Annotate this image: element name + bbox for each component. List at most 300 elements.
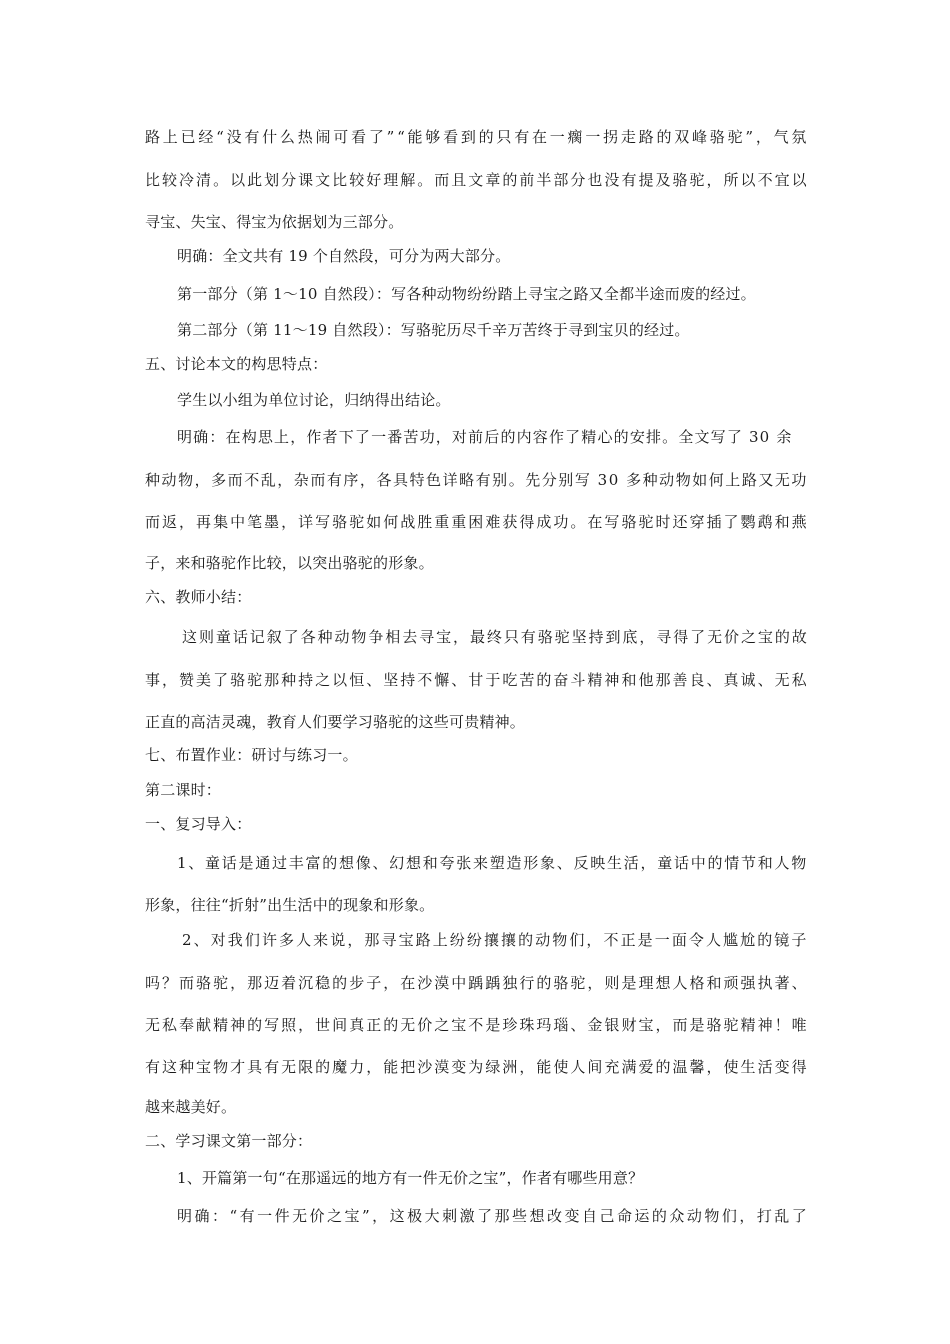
text-char: 物: [791, 854, 807, 872]
text-char: 通: [255, 854, 271, 872]
text-char: 具: [392, 471, 409, 489]
text-line: [177, 853, 807, 873]
text-char: 分: [281, 171, 297, 189]
text-char: 一: [257, 1207, 273, 1225]
text-char: 话: [221, 854, 237, 872]
text-char: 了: [791, 1207, 807, 1225]
text-char: 墨: [264, 513, 280, 531]
text-char: 、: [372, 854, 388, 872]
text-char: 把: [400, 1058, 416, 1076]
text-char: 幻: [389, 854, 405, 872]
section-heading: 五、讨论本文的构思特点：: [145, 355, 328, 373]
text-char: 踽: [468, 974, 484, 992]
section-heading: 一、复习导入：: [145, 815, 252, 833]
text-char: 良: [689, 671, 705, 689]
text-char: 详: [442, 471, 458, 489]
text-char: 想: [655, 974, 671, 992]
text-char: 驼: [689, 171, 705, 189]
text-char: 正: [620, 931, 636, 949]
text-char: ，: [230, 974, 246, 992]
text-char: ，: [435, 428, 451, 446]
text-char: 是: [689, 1016, 705, 1034]
text-char: 活: [757, 1058, 773, 1076]
text-char: 间: [332, 1016, 348, 1034]
text-char: 沙: [417, 974, 433, 992]
text-char: 执: [757, 974, 773, 992]
text-char: 骆: [196, 974, 212, 992]
text-char: 漠: [434, 1058, 450, 1076]
text-char: 诚: [740, 671, 756, 689]
text-char: 献: [196, 1016, 212, 1034]
text-char: 在: [225, 428, 241, 446]
text-char: 的: [502, 171, 518, 189]
text-char: 1: [177, 854, 187, 872]
text-char: 不: [244, 471, 260, 489]
text-char: 是: [637, 931, 653, 949]
text-char: 物: [351, 628, 367, 646]
text-char: 分: [541, 471, 557, 489]
text-char: 驼: [349, 513, 365, 531]
text-char: ，: [383, 974, 399, 992]
text-char: 踽: [485, 974, 501, 992]
text-char: 燕: [791, 513, 807, 531]
text-char: 乱: [774, 1207, 790, 1225]
text-char: 的: [315, 1058, 331, 1076]
text-char: 、: [193, 931, 209, 949]
text-char: 不: [468, 1016, 484, 1034]
text-char: 的: [332, 974, 348, 992]
text-char: 物: [552, 931, 568, 949]
text-char: 写: [604, 513, 620, 531]
text-char: 丰: [288, 854, 304, 872]
text-char: ”: [386, 128, 395, 146]
text-char: 叙: [266, 628, 282, 646]
text-char: 对: [210, 931, 226, 949]
text-char: 己: [599, 1207, 615, 1225]
text-char: ，: [359, 471, 376, 489]
text-char: 寻: [419, 628, 435, 646]
text-line: 形象，往往“折射”出生活中的现象和形象。: [145, 896, 435, 914]
text-char: 峰: [692, 128, 708, 146]
text-char: 的: [383, 1016, 399, 1034]
text-char: 作: [306, 428, 322, 446]
text-char: 插: [706, 513, 722, 531]
text-char: 苦: [519, 671, 535, 689]
text-char: 瑙: [553, 1016, 569, 1034]
text-char: 上: [162, 128, 178, 146]
text-char: 无: [774, 671, 790, 689]
text-char: 来: [473, 854, 489, 872]
text-char: 一: [371, 428, 387, 446]
text-char: 在: [587, 513, 603, 531]
text-char: 人: [296, 931, 312, 949]
text-char: 功: [791, 471, 807, 489]
text-char: 只: [503, 628, 520, 646]
text-line: [145, 470, 807, 490]
text-char: 是: [238, 854, 254, 872]
text-char: 困: [468, 513, 484, 531]
text-char: 人: [705, 931, 722, 949]
text-char: 那: [494, 1207, 510, 1225]
text-char: 无: [774, 471, 791, 489]
text-char: 命: [616, 1207, 633, 1225]
text-char: 获: [502, 513, 518, 531]
text-char: 驼: [554, 628, 570, 646]
text-char: 写: [315, 513, 331, 531]
text-char: 3: [597, 471, 608, 489]
text-char: 人: [570, 1058, 586, 1076]
text-char: 唯: [791, 1016, 807, 1034]
text-char: 动: [535, 931, 551, 949]
text-char: 确: [193, 428, 209, 446]
text-char: 写: [264, 1016, 280, 1034]
text-char: 。: [662, 428, 678, 446]
text-char: 容: [532, 428, 548, 446]
text-char: 那: [364, 931, 380, 949]
text-char: 神: [604, 671, 620, 689]
text-char: 动: [334, 628, 350, 646]
text-char: 格: [689, 974, 705, 992]
text-char: 、: [451, 671, 467, 689]
text-char: 确: [194, 1207, 210, 1225]
text-char: 情: [724, 854, 740, 872]
text-char: 一: [549, 128, 565, 146]
text-char: 富: [305, 854, 321, 872]
text-char: 各: [300, 628, 316, 646]
text-char: 战: [400, 513, 416, 531]
text-char: ：: [209, 428, 225, 446]
text-char: 魔: [332, 1058, 348, 1076]
text-char: 神: [230, 1016, 246, 1034]
text-char: 此: [247, 171, 263, 189]
text-char: 极: [407, 1207, 423, 1225]
text-char: 价: [417, 1016, 433, 1034]
text-char: 绿: [485, 1058, 501, 1076]
text-line: 明确：全文共有 19 个自然段，可分为两大部分。: [177, 247, 511, 265]
text-char: 功: [553, 513, 569, 531]
text-char: 多: [626, 471, 642, 489]
text-char: 吗: [145, 974, 161, 992]
text-char: 这: [389, 1207, 405, 1225]
text-char: 如: [366, 513, 382, 531]
text-char: 私: [162, 1016, 178, 1034]
text-char: 物: [675, 471, 691, 489]
text-char: 宝: [344, 1207, 360, 1225]
text-char: 持: [298, 671, 314, 689]
text-char: ，: [640, 854, 656, 872]
text-char: 有: [244, 128, 260, 146]
text-char: 童: [205, 854, 221, 872]
text-char: 以: [332, 671, 348, 689]
text-char: 及: [655, 171, 671, 189]
text-char: 说: [330, 931, 346, 949]
text-char: 苦: [403, 428, 419, 446]
text-char: 的: [500, 428, 516, 446]
text-char: ，: [277, 471, 293, 489]
text-char: 功: [419, 428, 435, 446]
text-char: 宝: [638, 1016, 654, 1034]
text-char: 章: [485, 171, 501, 189]
text-char: 看: [351, 128, 367, 146]
text-char: 赞: [179, 671, 195, 689]
text-char: 精: [587, 671, 603, 689]
text-char: [620, 470, 625, 490]
text-char: 子: [791, 931, 807, 949]
text-char: 生: [740, 1058, 756, 1076]
text-char: 能: [383, 1058, 399, 1076]
text-char: 较: [349, 171, 365, 189]
text-char: 详: [298, 513, 314, 531]
text-char: 种: [317, 628, 333, 646]
text-line: [182, 627, 807, 647]
text-char: ，: [372, 1207, 388, 1225]
text-char: 骆: [553, 974, 569, 992]
text-char: 有: [621, 171, 637, 189]
text-char: 而: [179, 974, 195, 992]
text-char: 的: [613, 428, 629, 446]
text-char: 无: [400, 1016, 416, 1034]
text-char: 到: [460, 128, 477, 146]
text-char: 瘸: [567, 128, 583, 146]
text-char: 使: [553, 1058, 569, 1076]
text-char: 宝: [451, 1016, 467, 1034]
text-char: 想: [529, 1207, 545, 1225]
text-char: ，: [519, 1058, 535, 1076]
text-char: 。: [417, 171, 433, 189]
text-char: 变: [451, 1058, 467, 1076]
text-char: 动: [161, 471, 177, 489]
text-char: 0: [759, 428, 770, 446]
text-char: 排: [645, 428, 662, 446]
text-char: 得: [673, 628, 689, 646]
text-char: 那: [655, 671, 671, 689]
text-char: 吃: [502, 671, 518, 689]
text-char: 胜: [417, 513, 433, 531]
text-char: 课: [298, 171, 314, 189]
text-char: 尬: [740, 931, 756, 949]
text-char: 件: [274, 1207, 290, 1225]
text-char: 种: [642, 471, 658, 489]
text-char: 则: [198, 628, 215, 646]
text-char: 中: [690, 854, 706, 872]
text-char: 内: [516, 428, 532, 446]
text-char: 真: [349, 1016, 365, 1034]
text-char: 成: [536, 513, 552, 531]
text-char: 话: [232, 628, 249, 646]
text-char: 运: [634, 1207, 650, 1225]
text-char: 的: [655, 1058, 671, 1076]
text-char: 去: [402, 628, 418, 646]
text-char: 精: [213, 1016, 229, 1034]
text-char: 到: [605, 628, 621, 646]
text-char: 者: [322, 428, 338, 446]
text-char: 清: [196, 171, 212, 189]
text-char: 无: [281, 1058, 297, 1076]
text-char: 、: [791, 974, 807, 992]
text-char: 不: [417, 671, 433, 689]
text-char: ，: [290, 428, 306, 446]
text-char: 纷: [466, 931, 483, 949]
text-char: 故: [791, 628, 807, 646]
text-char: 驼: [213, 974, 229, 992]
text-char: 攘: [501, 931, 517, 949]
text-char: 争: [368, 628, 384, 646]
text-char: 略: [459, 471, 475, 489]
text-char: ：: [211, 1207, 228, 1225]
text-char: 中: [451, 974, 467, 992]
text-char: 童: [215, 628, 232, 646]
text-char: 之: [434, 1016, 450, 1034]
text-char: 明: [177, 1207, 193, 1225]
text-char: 事: [145, 671, 161, 689]
text-char: ，: [366, 1058, 382, 1076]
text-char: 写: [710, 428, 726, 446]
text-char: 冷: [179, 171, 195, 189]
text-char: 心: [597, 428, 613, 446]
text-char: ，: [755, 128, 772, 146]
text-char: 3: [748, 428, 759, 446]
text-char: 美: [196, 671, 212, 689]
text-char: 镜: [774, 931, 790, 949]
text-char: 有: [145, 1058, 161, 1076]
text-char: 笔: [247, 513, 263, 531]
text-char: 。: [213, 171, 229, 189]
text-char: 活: [623, 854, 639, 872]
text-char: 着: [281, 974, 297, 992]
text-char: 银: [604, 1016, 620, 1034]
text-char: 返: [162, 513, 178, 531]
text-char: 重: [434, 513, 450, 531]
text-char: 玛: [536, 1016, 552, 1034]
text-char: 为: [468, 1058, 484, 1076]
text-char: 记: [249, 628, 265, 646]
text-char: 又: [758, 471, 774, 489]
text-char: 以: [740, 171, 756, 189]
text-char: 色: [426, 471, 442, 489]
text-char: 世: [315, 1016, 331, 1034]
text-char: 过: [272, 854, 288, 872]
text-char: 攘: [483, 931, 500, 949]
text-char: 而: [672, 1016, 688, 1034]
text-char: 别: [558, 471, 574, 489]
text-char: 限: [298, 1058, 314, 1076]
text-char: 行: [519, 974, 535, 992]
text-char: 无: [145, 1016, 161, 1034]
text-char: ，: [655, 1016, 671, 1034]
text-char: 杂: [293, 471, 309, 489]
text-char: 和: [706, 974, 722, 992]
text-char: 别: [492, 471, 508, 489]
text-char: 纷: [449, 931, 465, 949]
text-line: 正直的高洁灵魂，教育人们要学习骆驼的这些可贵精神。: [145, 713, 526, 731]
text-line: 子，来和骆驼作比较，以突出骆驼的形象。: [145, 554, 434, 572]
text-char: 尴: [723, 931, 739, 949]
text-char: 有: [326, 471, 343, 489]
text-line: 寻宝、失宝、得宝为依据划为三部分。: [145, 213, 404, 231]
text-char: 没: [226, 128, 242, 146]
text-char: 而: [145, 513, 161, 531]
text-char: 之: [315, 671, 331, 689]
text-char: 的: [774, 628, 791, 646]
text-line: [145, 1057, 807, 1077]
text-char: ，: [706, 1058, 722, 1076]
text-char: 拐: [603, 128, 619, 146]
text-char: 后: [484, 428, 500, 446]
text-char: ，: [453, 628, 469, 646]
text-char: 前: [519, 171, 535, 189]
text-char: 之: [327, 1207, 343, 1225]
text-char: 想: [339, 854, 355, 872]
text-char: ，: [739, 1207, 755, 1225]
text-char: 那: [264, 671, 280, 689]
text-char: 子: [366, 974, 382, 992]
text-char: 间: [587, 1058, 603, 1076]
text-char: 驼: [247, 671, 263, 689]
section-heading: 第二课时：: [145, 781, 222, 799]
text-char: 。: [570, 513, 586, 531]
text-char: 一: [654, 931, 670, 949]
text-char: 有: [520, 628, 536, 646]
text-char: 且: [451, 171, 467, 189]
text-char: 、: [706, 671, 722, 689]
text-char: 0: [608, 471, 619, 489]
text-char: 他: [638, 671, 654, 689]
text-char: 得: [791, 1058, 807, 1076]
text-char: 具: [247, 1058, 263, 1076]
text-char: 文: [694, 428, 710, 446]
text-char: 爱: [638, 1058, 654, 1076]
text-char: 漠: [434, 974, 450, 992]
text-char: 而: [310, 471, 326, 489]
text-char: 只: [496, 128, 512, 146]
text-char: 氛: [791, 128, 807, 146]
text-char: 热: [297, 128, 313, 146]
text-char: 了: [477, 1207, 493, 1225]
text-char: 、: [366, 671, 382, 689]
text-char: 造: [506, 854, 522, 872]
text-char: 对: [451, 428, 468, 446]
text-char: 沙: [417, 1058, 433, 1076]
text-line: [145, 170, 807, 190]
text-char: 改: [547, 1207, 563, 1225]
text-char: 最: [469, 628, 486, 646]
text-char: 得: [519, 513, 535, 531]
text-char: “: [229, 1207, 238, 1225]
text-char: 划: [264, 171, 280, 189]
text-line: 越来越美好。: [145, 1098, 237, 1116]
text-char: 。: [508, 471, 524, 489]
text-char: ，: [587, 974, 603, 992]
text-char: 中: [230, 513, 246, 531]
text-char: 种: [281, 671, 297, 689]
text-char: 童: [657, 854, 673, 872]
text-char: 有: [514, 128, 530, 146]
text-char: 精: [581, 428, 597, 446]
text-char: 刺: [442, 1207, 458, 1225]
text-char: 、: [570, 1016, 586, 1034]
text-char: 和: [422, 854, 438, 872]
text-char: ！: [774, 1016, 790, 1034]
text-char: 奋: [553, 671, 569, 689]
text-char: 变: [774, 1058, 790, 1076]
text-char: 有: [239, 1207, 255, 1225]
text-char: 何: [708, 471, 724, 489]
text-char: 像: [355, 854, 371, 872]
text-char: 了: [565, 428, 581, 446]
text-char: 骆: [672, 171, 688, 189]
text-char: 神: [757, 1016, 773, 1034]
text-char: 全: [678, 428, 694, 446]
